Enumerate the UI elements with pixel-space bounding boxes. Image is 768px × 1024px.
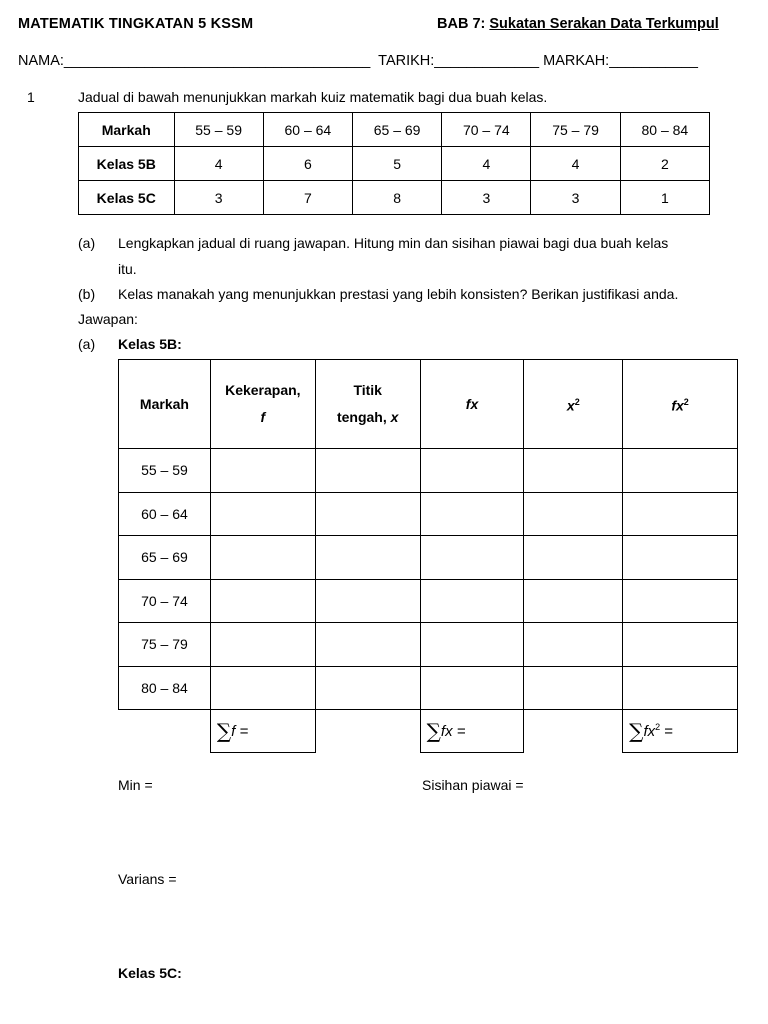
- frequency-cell: 4: [442, 147, 531, 181]
- answer-cell[interactable]: [623, 579, 738, 623]
- class-interval-cell: 80 – 84: [620, 113, 709, 147]
- answer-cell[interactable]: [524, 492, 623, 536]
- frequency-cell: 5: [352, 147, 441, 181]
- frequency-cell: 8: [352, 181, 441, 215]
- table-row: [119, 666, 738, 710]
- header-kekerapan-label: Kekerapan,: [225, 382, 301, 398]
- frequency-cell: 3: [442, 181, 531, 215]
- sum-fx2-cell[interactable]: [623, 710, 738, 753]
- table-row: [79, 181, 710, 215]
- chapter-heading: [437, 16, 719, 32]
- class-5c-title: Kelas 5C:: [118, 965, 182, 981]
- class-5b-title: Kelas 5B:: [118, 336, 182, 352]
- sigma-symbol: ∑: [629, 719, 644, 743]
- answer-cell[interactable]: [623, 536, 738, 580]
- table-row: [119, 579, 738, 623]
- table-header-row: [119, 360, 738, 449]
- part-a-label: (a): [78, 235, 96, 251]
- sum-fx2-base: fx: [643, 723, 656, 740]
- part-b-text: Kelas manakah yang menunjukkan prestasi yang lebih konsisten? Berikan justifikasi anda.: [118, 286, 679, 302]
- answer-cell[interactable]: [315, 449, 420, 493]
- class-5b-answer-table: [118, 359, 738, 753]
- sum-fx-label: fx =: [440, 723, 466, 740]
- empty-cell: [524, 710, 623, 753]
- answer-cell[interactable]: [210, 579, 315, 623]
- empty-cell: [315, 710, 420, 753]
- header-f-symbol: f: [260, 409, 266, 425]
- part-a-text: Lengkapkan jadual di ruang jawapan. Hitung min dan sisihan piawai bagi dua buah kelas: [118, 235, 669, 251]
- answer-cell[interactable]: [210, 623, 315, 667]
- class-interval-cell: 65 – 69: [119, 536, 211, 580]
- answer-cell[interactable]: [210, 449, 315, 493]
- answer-cell[interactable]: [210, 492, 315, 536]
- answer-cell[interactable]: [524, 579, 623, 623]
- answer-cell[interactable]: [420, 449, 524, 493]
- part-b-label: (b): [78, 286, 96, 302]
- class-interval-cell: 70 – 74: [119, 579, 211, 623]
- header-fx-squared: [623, 360, 738, 449]
- sigma-symbol: ∑: [216, 719, 232, 743]
- frequency-cell: 4: [174, 147, 263, 181]
- quiz-marks-table: [78, 112, 710, 215]
- sigma-symbol: ∑: [426, 719, 441, 743]
- frequency-cell: 3: [531, 181, 620, 215]
- answer-cell[interactable]: [524, 449, 623, 493]
- header-markah: Markah: [119, 360, 211, 449]
- sum-row: [119, 710, 738, 753]
- answer-part-label: (a): [78, 336, 96, 352]
- answer-cell[interactable]: [623, 449, 738, 493]
- sum-fx2-exponent: 2: [655, 722, 661, 732]
- class-interval-cell: 80 – 84: [119, 666, 211, 710]
- frequency-cell: 7: [263, 181, 352, 215]
- sum-f-cell[interactable]: [210, 710, 315, 753]
- header-x-squared: [524, 360, 623, 449]
- answer-cell[interactable]: [210, 666, 315, 710]
- chapter-topic: Sukatan Serakan Data Terkumpul: [489, 16, 719, 32]
- header-titik-label: Titik: [353, 382, 382, 398]
- chapter-number: BAB 7:: [437, 16, 486, 32]
- row-label: Kelas 5C: [79, 181, 175, 215]
- header-fx: fx: [420, 360, 524, 449]
- frequency-cell: 1: [620, 181, 709, 215]
- table-row: [119, 536, 738, 580]
- frequency-cell: 3: [174, 181, 263, 215]
- row-label: Kelas 5B: [79, 147, 175, 181]
- header-fx2-base: fx: [671, 397, 684, 414]
- answer-cell[interactable]: [420, 536, 524, 580]
- header-fx2-exponent: 2: [683, 396, 689, 407]
- sum-f-label: f =: [231, 723, 249, 740]
- class-interval-cell: 60 – 64: [263, 113, 352, 147]
- min-label: Min =: [118, 777, 153, 793]
- answer-cell[interactable]: [524, 666, 623, 710]
- question-number: 1: [27, 89, 35, 105]
- header-cell: Markah: [79, 113, 175, 147]
- class-interval-cell: 75 – 79: [119, 623, 211, 667]
- answer-cell[interactable]: [315, 536, 420, 580]
- answer-cell[interactable]: [623, 492, 738, 536]
- answer-heading: Jawapan:: [78, 311, 138, 327]
- standard-deviation-label: Sisihan piawai =: [422, 777, 524, 793]
- answer-cell[interactable]: [524, 623, 623, 667]
- table-row: [79, 147, 710, 181]
- answer-cell[interactable]: [315, 666, 420, 710]
- class-interval-cell: 75 – 79: [531, 113, 620, 147]
- answer-cell[interactable]: [315, 492, 420, 536]
- answer-cell[interactable]: [623, 666, 738, 710]
- variance-label: Varians =: [118, 871, 177, 887]
- header-x2-exponent: 2: [574, 396, 580, 407]
- frequency-cell: 2: [620, 147, 709, 181]
- sum-fx-cell[interactable]: [420, 710, 524, 753]
- class-interval-cell: 55 – 59: [174, 113, 263, 147]
- table-row: [79, 113, 710, 147]
- empty-cell: [119, 710, 211, 753]
- header-tengah-label: tengah,: [336, 409, 387, 425]
- class-interval-cell: 55 – 59: [119, 449, 211, 493]
- class-interval-cell: 70 – 74: [442, 113, 531, 147]
- student-info-line: NAMA:______________________________________ TARIKH:_____________ MARKAH:___________: [18, 53, 698, 69]
- header-x2-base: x: [566, 397, 575, 414]
- class-interval-cell: 60 – 64: [119, 492, 211, 536]
- answer-cell[interactable]: [315, 579, 420, 623]
- answer-cell[interactable]: [524, 536, 623, 580]
- answer-cell[interactable]: [420, 579, 524, 623]
- worksheet-title: MATEMATIK TINGKATAN 5 KSSM: [18, 16, 254, 32]
- table-row: [119, 623, 738, 667]
- header-titik-tengah: [315, 360, 420, 449]
- sum-fx2-equals: =: [660, 723, 674, 740]
- header-x-symbol: x: [390, 409, 399, 425]
- table-row: [119, 492, 738, 536]
- question-intro: Jadual di bawah menunjukkan markah kuiz matematik bagi dua buah kelas.: [78, 89, 548, 105]
- answer-cell[interactable]: [623, 623, 738, 667]
- answer-cell[interactable]: [315, 623, 420, 667]
- frequency-cell: 4: [531, 147, 620, 181]
- part-a-text-continued: itu.: [118, 261, 137, 277]
- answer-cell[interactable]: [420, 492, 524, 536]
- answer-cell[interactable]: [210, 536, 315, 580]
- table-row: [119, 449, 738, 493]
- class-interval-cell: 65 – 69: [352, 113, 441, 147]
- answer-cell[interactable]: [420, 623, 524, 667]
- header-kekerapan: [210, 360, 315, 449]
- answer-cell[interactable]: [420, 666, 524, 710]
- frequency-cell: 6: [263, 147, 352, 181]
